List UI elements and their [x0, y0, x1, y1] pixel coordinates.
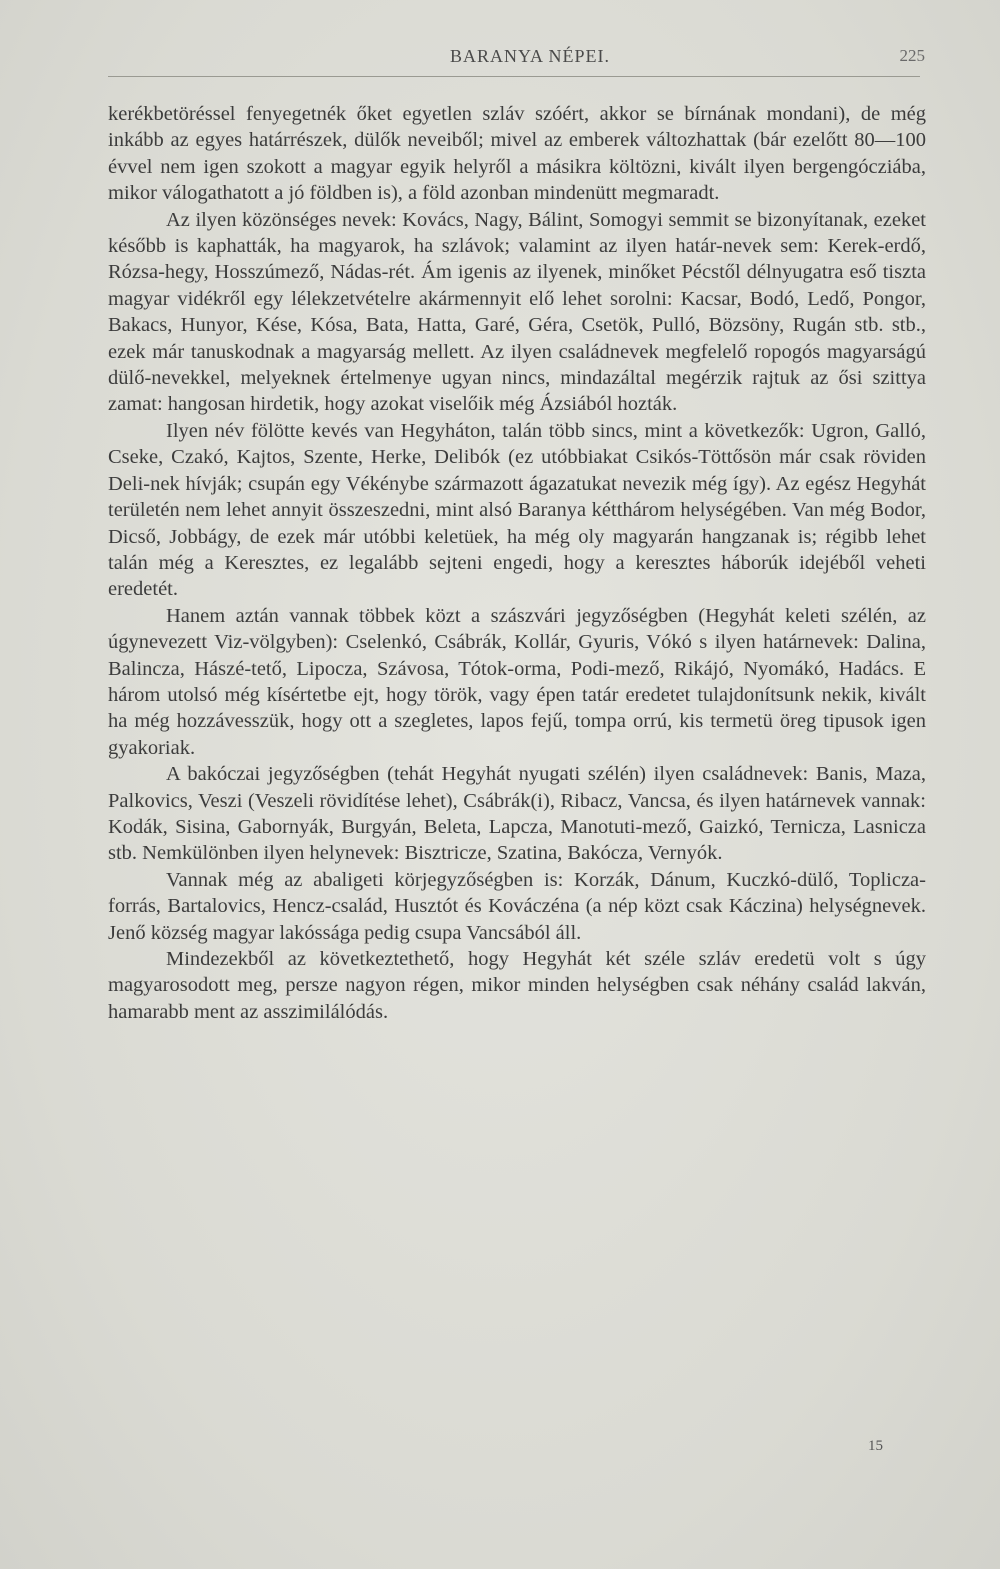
paragraph-5: A bakóczai jegyzőségben (tehát Hegyhát nyugati szélén) ilyen családnevek: Banis, Maza, Palkovics, Veszi (Veszeli rövidítése lehet), Csábrák(i), Ribacz, Vancsa, és ilyen határnevek vannak: Kodák, Sisina, Gabornyák, Burgyán, Beleta, Lapcza, Manotuti-mező, Gaizkó, Ternicza, Lasnicza stb. Nemkülönben ilyen helynevek: Bisztricze, Szatina, Bakócza, Vernyók. — [108, 763, 926, 865]
running-title: BARANYA NÉPEI. — [449, 46, 610, 66]
running-head — [0, 46, 1000, 70]
paragraph-1: kerékbetöréssel fenyegetnék őket egyetlen szláv szóért, akkor se bírnának mondani), de még inkább az egyes határrészek, dülők neveiből; mivel az emberek változhattak (bár ezelőtt 80—100 évvel nem igen szokott a magyar egyik helyről a másikra költözni, kivált ilyen bergengócziába, mikor válogathatott a jó földben is), a föld azonban mindenütt megmaradt. — [108, 103, 926, 205]
paragraph-7: Mindezekből az következtethető, hogy Hegyhát két széle szláv eredetü volt s úgy magyarosodott meg, persze nagyon régen, mikor minden helységben csak néhány család lakván, hamarabb ment az asszimilálódás. — [108, 948, 926, 1023]
signature-mark: 15 — [868, 1438, 883, 1454]
body-text — [108, 101, 926, 1025]
paragraph-6: Vannak még az abaligeti körjegyzőségben is: Korzák, Dánum, Kuczkó-dülő, Toplicza-forrás, Bartalovics, Hencz-család, Husztót és Kováczéna (a nép közt csak Káczina) helységnevek. Jenő község magyar lakóssága pedig csupa Vancsából áll. — [108, 868, 926, 944]
paragraph-4: Hanem aztán vannak többek közt a szászvári jegyzőségben (Hegyhát keleti szélén, az úgynevezett Viz-völgyben): Cselenkó, Csábrák, Kollár, Gyuris, Vókó s ilyen határnevek: Dalina, Balincza, Hászé-tető, Lipocza, Szávosa, Tótok-orma, Podi-mező, Rikájó, Nyomákó, Hadács. E három utolsó még kísértetbe ejt, hogy török, vagy épen tatár eredetet tulajdonítsunk nekik, kivált ha még hozzávesszük, hogy ott a szegletes, lapos fejű, tompa orrú, kis termetü öreg tipusok igen gyakoriak. — [108, 604, 926, 759]
page-number: 225 — [899, 46, 925, 65]
header-rule — [108, 76, 920, 77]
paragraph-3: Ilyen név fölötte kevés van Hegyháton, talán több sincs, mint a következők: Ugron, Galló, Cseke, Czakó, Kajtos, Szente, Herke, Delibók (ez utóbbiakat Csikós-Töttősön már csak röviden Deli-nek hívják; csupán egy Vékénybe származott ágazatukat nevezik még így). Az egész Hegyhát területén nem lehet annyit összeszedni, mint alsó Baranya kétthárom helységében. Van még Bodor, Dicső, Jobbágy, de ezek már utóbbi keletüek, ha még oly magyarán hangzanak is; régibb lehet talán még a Keresztes, ez legalább sejteni engedi, hogy a keresztes háborúk idejéből veheti eredetét. — [108, 419, 926, 601]
paragraph-2: Az ilyen közönséges nevek: Kovács, Nagy, Bálint, Somogyi semmit se bizonyítanak, ezeket később is kaphatták, ha magyarok, ha szlávok; valamint az ilyen határ-nevek sem: Kerek-erdő, Rózsa-hegy, Hosszúmező, Nádas-rét. Ám igenis az ilyenek, minőket Pécstől délnyugatra eső tiszta magyar vidékről egy lélekzetvételre akármennyit elő lehet sorolni: Kacsar, Bodó, Ledő, Pongor, Bakacs, Hunyor, Kése, Kósa, Bata, Hatta, Garé, Géra, Csetök, Pulló, Bözsöny, Rugán stb. stb., ezek már tanuskodnak a magyarság mellett. Az ilyen családnevek megfelelő ropogós magyarságú dülő-nevekkel, melyeknek értelmenye ugyan nincs, mindazáltal megérzik rajtuk az ősi szittya zamat: hangosan hirdetik, hogy azokat viselőik még Ázsiából hozták. — [108, 208, 926, 416]
